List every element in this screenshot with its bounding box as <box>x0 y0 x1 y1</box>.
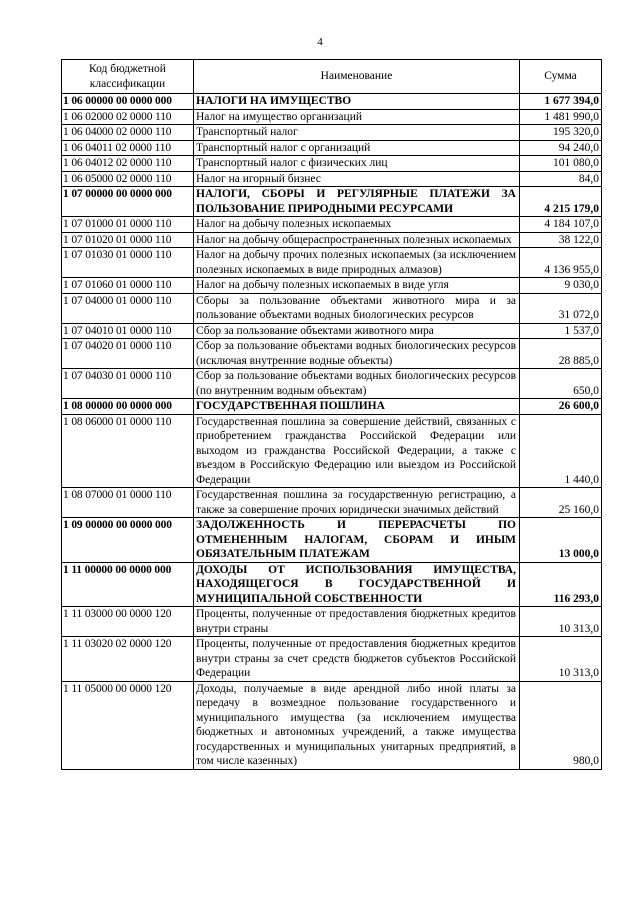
row-code: 1 07 01030 01 0000 110 <box>62 248 194 278</box>
row-name: ГОСУДАРСТВЕННАЯ ПОШЛИНА <box>194 399 520 415</box>
row-name: Сбор за пользование объектами водных биологических ресурсов (по внутренним водным объектам) <box>194 369 520 399</box>
table-row <box>62 607 602 637</box>
row-name: ДОХОДЫ ОТ ИСПОЛЬЗОВАНИЯ ИМУЩЕСТВА, НАХОДЯЩЕГОСЯ В ГОСУДАРСТВЕННОЙ И МУНИЦИПАЛЬНОЙ СОБСТВЕННОСТИ <box>194 562 520 607</box>
row-code: 1 07 01060 01 0000 110 <box>62 278 194 294</box>
table-row <box>62 278 602 294</box>
row-code: 1 09 00000 00 0000 000 <box>62 518 194 563</box>
row-name: Транспортный налог с физических лиц <box>194 156 520 172</box>
row-sum: 116 293,0 <box>520 562 602 607</box>
table-header-row <box>62 60 602 94</box>
row-name: Налог на добычу прочих полезных ископаемых (за исключением полезных ископаемых в виде природных алмазов) <box>194 248 520 278</box>
row-sum: 1 677 394,0 <box>520 94 602 110</box>
row-code: 1 06 04011 02 0000 110 <box>62 140 194 156</box>
row-name: Транспортный налог <box>194 125 520 141</box>
row-sum: 10 313,0 <box>520 607 602 637</box>
row-code: 1 07 01020 01 0000 110 <box>62 232 194 248</box>
row-sum: 4 184 107,0 <box>520 217 602 233</box>
row-code: 1 07 04020 01 0000 110 <box>62 339 194 369</box>
table-row <box>62 217 602 233</box>
row-code: 1 11 03000 00 0000 120 <box>62 607 194 637</box>
row-code: 1 07 04010 01 0000 110 <box>62 323 194 339</box>
row-sum: 4 215 179,0 <box>520 187 602 217</box>
row-code: 1 06 02000 02 0000 110 <box>62 109 194 125</box>
row-code: 1 06 04012 02 0000 110 <box>62 156 194 172</box>
table-row <box>62 125 602 141</box>
row-name: Государственная пошлина за совершение действий, связанных с приобретением гражданства Российской Федерации или выходом из гражданства Российской Федерации, а также с въездом в Российскую Федерацию или выездом из Российской Федерации <box>194 414 520 488</box>
row-code: 1 11 03020 02 0000 120 <box>62 637 194 682</box>
row-name: Сборы за пользование объектами животного мира и за пользование объектами водных биологических ресурсов <box>194 293 520 323</box>
row-sum: 28 885,0 <box>520 339 602 369</box>
table-row <box>62 156 602 172</box>
row-code: 1 07 04030 01 0000 110 <box>62 369 194 399</box>
row-code: 1 07 01000 01 0000 110 <box>62 217 194 233</box>
row-code: 1 11 00000 00 0000 000 <box>62 562 194 607</box>
table-row <box>62 339 602 369</box>
table-row <box>62 414 602 488</box>
table-row <box>62 232 602 248</box>
row-sum: 101 080,0 <box>520 156 602 172</box>
row-name: Проценты, полученные от предоставления бюджетных кредитов внутри страны за счет средств бюджетов субъектов Российской Федерации <box>194 637 520 682</box>
row-sum: 25 160,0 <box>520 488 602 518</box>
table-row <box>62 293 602 323</box>
row-code: 1 06 05000 02 0000 110 <box>62 171 194 187</box>
table-row <box>62 562 602 607</box>
row-sum: 94 240,0 <box>520 140 602 156</box>
row-name: Государственная пошлина за государственную регистрацию, а также за совершение прочих юридически значимых действий <box>194 488 520 518</box>
row-code: 1 07 04000 01 0000 110 <box>62 293 194 323</box>
row-name: Налог на добычу полезных ископаемых <box>194 217 520 233</box>
table-row <box>62 109 602 125</box>
row-name: Транспортный налог с организаций <box>194 140 520 156</box>
table-row <box>62 94 602 110</box>
row-name: Сбор за пользование объектами животного мира <box>194 323 520 339</box>
row-code: 1 08 06000 01 0000 110 <box>62 414 194 488</box>
header-sum: Сумма <box>520 60 602 94</box>
row-sum: 1 481 990,0 <box>520 109 602 125</box>
row-sum: 9 030,0 <box>520 278 602 294</box>
row-name: НАЛОГИ, СБОРЫ И РЕГУЛЯРНЫЕ ПЛАТЕЖИ ЗА ПОЛЬЗОВАНИЕ ПРИРОДНЫМИ РЕСУРСАМИ <box>194 187 520 217</box>
row-sum: 4 136 955,0 <box>520 248 602 278</box>
row-sum: 650,0 <box>520 369 602 399</box>
table-row <box>62 187 602 217</box>
table-row <box>62 323 602 339</box>
header-name: Наименование <box>194 60 520 94</box>
row-sum: 980,0 <box>520 681 602 769</box>
header-code: Код бюджетной классификации <box>62 60 194 94</box>
row-name: Проценты, полученные от предоставления бюджетных кредитов внутри страны <box>194 607 520 637</box>
row-sum: 1 440,0 <box>520 414 602 488</box>
row-code: 1 08 00000 00 0000 000 <box>62 399 194 415</box>
budget-table <box>61 59 602 770</box>
row-sum: 13 000,0 <box>520 518 602 563</box>
page-number: 4 <box>317 36 323 48</box>
row-name: Сбор за пользование объектами водных биологических ресурсов (исключая внутренние водные объекты) <box>194 339 520 369</box>
row-sum: 195 320,0 <box>520 125 602 141</box>
row-name: ЗАДОЛЖЕННОСТЬ И ПЕРЕРАСЧЕТЫ ПО ОТМЕНЕННЫМ НАЛОГАМ, СБОРАМ И ИНЫМ ОБЯЗАТЕЛЬНЫМ ПЛАТЕЖАМ <box>194 518 520 563</box>
row-name: НАЛОГИ НА ИМУЩЕСТВО <box>194 94 520 110</box>
table-row <box>62 637 602 682</box>
row-sum: 26 600,0 <box>520 399 602 415</box>
row-code: 1 06 04000 02 0000 110 <box>62 125 194 141</box>
row-name: Налог на имущество организаций <box>194 109 520 125</box>
row-code: 1 11 05000 00 0000 120 <box>62 681 194 769</box>
row-code: 1 06 00000 00 0000 000 <box>62 94 194 110</box>
row-name: Доходы, получаемые в виде арендной либо иной платы за передачу в возмездное пользование государственного и муниципального имущества (за исключением имущества бюджетных и автономных учреждений, а также имущества государственных и муниципальных унитарных предприятий, в том числе казенных) <box>194 681 520 769</box>
table-row <box>62 140 602 156</box>
table-row <box>62 488 602 518</box>
table-row <box>62 681 602 769</box>
row-name: Налог на добычу полезных ископаемых в виде угля <box>194 278 520 294</box>
row-sum: 10 313,0 <box>520 637 602 682</box>
table-row <box>62 518 602 563</box>
row-sum: 1 537,0 <box>520 323 602 339</box>
table-row <box>62 369 602 399</box>
table-row <box>62 399 602 415</box>
row-name: Налог на добычу общераспространенных полезных ископаемых <box>194 232 520 248</box>
row-sum: 38 122,0 <box>520 232 602 248</box>
row-code: 1 07 00000 00 0000 000 <box>62 187 194 217</box>
row-sum: 31 072,0 <box>520 293 602 323</box>
table-row <box>62 171 602 187</box>
row-sum: 84,0 <box>520 171 602 187</box>
row-name: Налог на игорный бизнес <box>194 171 520 187</box>
row-code: 1 08 07000 01 0000 110 <box>62 488 194 518</box>
table-row <box>62 248 602 278</box>
